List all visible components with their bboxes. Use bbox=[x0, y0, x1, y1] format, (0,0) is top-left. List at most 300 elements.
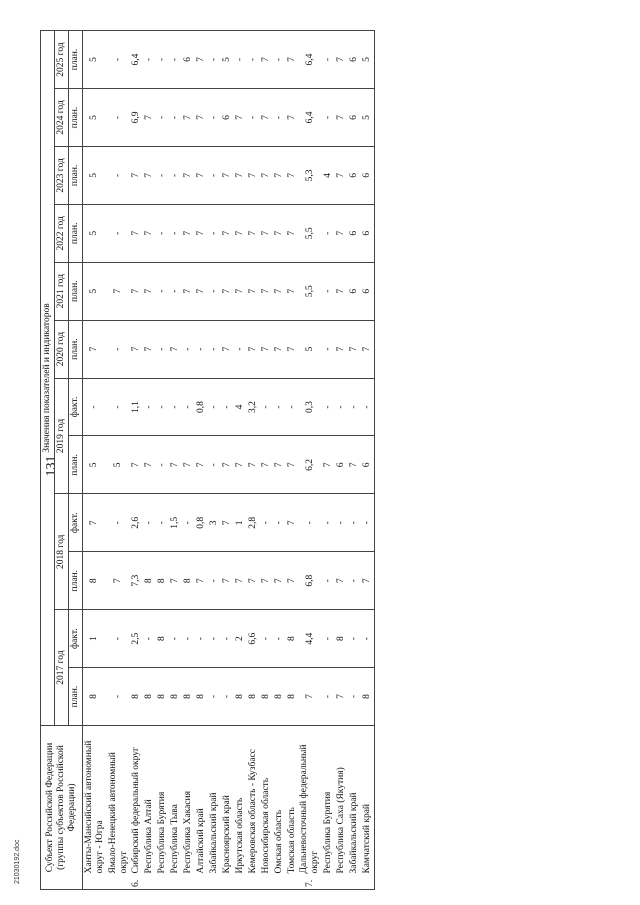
value-cell: - bbox=[286, 378, 299, 436]
value-cell: - bbox=[298, 494, 322, 552]
value-cell: - bbox=[82, 378, 106, 436]
value-cell: 7 bbox=[286, 89, 299, 147]
value-cell: - bbox=[273, 89, 286, 147]
value-cell: - bbox=[234, 31, 247, 89]
value-cell: 6,4 bbox=[298, 89, 322, 147]
value-cell: 8 bbox=[130, 668, 143, 726]
value-cell: 8 bbox=[82, 552, 106, 610]
value-cell: - bbox=[322, 31, 335, 89]
row-index bbox=[82, 876, 106, 890]
value-cell: 7 bbox=[260, 320, 273, 378]
region-name: Ханты-Мансийский автономный округ - Югра bbox=[82, 726, 106, 876]
value-cell: 8 bbox=[156, 668, 169, 726]
value-cell: 7 bbox=[286, 494, 299, 552]
value-cell: 6,6 bbox=[247, 610, 260, 668]
value-cell: - bbox=[156, 89, 169, 147]
row-index bbox=[273, 876, 286, 890]
value-cell: - bbox=[182, 378, 195, 436]
value-cell: 7 bbox=[247, 146, 260, 204]
table-row bbox=[182, 31, 195, 890]
value-cell: 7 bbox=[335, 31, 348, 89]
value-cell: 7 bbox=[195, 31, 208, 89]
value-cell: - bbox=[156, 262, 169, 320]
value-cell: 7 bbox=[260, 552, 273, 610]
value-cell: 5,5 bbox=[298, 262, 322, 320]
value-cell: 8 bbox=[335, 610, 348, 668]
value-cell: 8 bbox=[234, 668, 247, 726]
value-cell: 6 bbox=[348, 146, 361, 204]
value-cell: 7 bbox=[335, 204, 348, 262]
value-cell: - bbox=[169, 610, 182, 668]
value-cell: 7 bbox=[286, 146, 299, 204]
value-cell: 5 bbox=[82, 262, 106, 320]
value-cell: 7 bbox=[143, 262, 156, 320]
value-cell: 7 bbox=[221, 146, 234, 204]
region-name: Забайкальский край bbox=[348, 726, 361, 876]
value-cell: 7 bbox=[169, 320, 182, 378]
value-cell: 7 bbox=[335, 262, 348, 320]
table-row bbox=[348, 31, 361, 890]
sub-header: факт. bbox=[68, 378, 82, 436]
value-cell: 6,9 bbox=[130, 89, 143, 147]
value-cell: - bbox=[348, 552, 361, 610]
value-cell: - bbox=[156, 320, 169, 378]
value-cell: 8 bbox=[260, 668, 273, 726]
value-cell: 6 bbox=[361, 146, 374, 204]
row-index bbox=[234, 876, 247, 890]
value-cell: 8 bbox=[286, 610, 299, 668]
value-cell: - bbox=[143, 610, 156, 668]
value-cell: 7 bbox=[130, 146, 143, 204]
region-name: Республика Бурятия bbox=[156, 726, 169, 876]
region-name: Иркутская область bbox=[234, 726, 247, 876]
value-cell: - bbox=[169, 146, 182, 204]
table-row bbox=[335, 31, 348, 890]
value-cell: - bbox=[322, 668, 335, 726]
value-cell: - bbox=[247, 31, 260, 89]
value-cell: 7 bbox=[195, 89, 208, 147]
value-cell: 7 bbox=[234, 146, 247, 204]
value-cell: - bbox=[107, 31, 131, 89]
value-cell: 6 bbox=[348, 262, 361, 320]
value-cell: - bbox=[273, 610, 286, 668]
value-cell: 7 bbox=[273, 436, 286, 494]
value-cell: - bbox=[208, 610, 221, 668]
value-cell: 5,5 bbox=[298, 204, 322, 262]
value-cell: 8 bbox=[156, 552, 169, 610]
rotated-table-sheet bbox=[40, 30, 600, 890]
value-cell: 7 bbox=[322, 436, 335, 494]
value-cell: 7 bbox=[221, 552, 234, 610]
value-cell: - bbox=[322, 320, 335, 378]
value-cell: 8 bbox=[143, 668, 156, 726]
value-cell: 4,4 bbox=[298, 610, 322, 668]
value-cell: - bbox=[107, 668, 131, 726]
value-cell: - bbox=[348, 610, 361, 668]
value-cell: 7 bbox=[143, 146, 156, 204]
value-cell: 4 bbox=[234, 378, 247, 436]
value-cell: 7 bbox=[298, 668, 322, 726]
value-cell: 3 bbox=[208, 494, 221, 552]
value-cell: 7 bbox=[182, 436, 195, 494]
row-index bbox=[182, 876, 195, 890]
table-row bbox=[247, 31, 260, 890]
value-cell: - bbox=[195, 320, 208, 378]
value-cell: 6 bbox=[348, 89, 361, 147]
value-cell: - bbox=[182, 320, 195, 378]
table-row bbox=[234, 31, 247, 890]
region-name: Забайкальский край bbox=[208, 726, 221, 876]
value-cell: 8 bbox=[182, 668, 195, 726]
region-name: Омская область bbox=[273, 726, 286, 876]
value-cell: - bbox=[169, 378, 182, 436]
value-cell: - bbox=[208, 31, 221, 89]
value-cell: 7 bbox=[260, 31, 273, 89]
region-name: Республика Алтай bbox=[143, 726, 156, 876]
value-cell: 7 bbox=[82, 320, 106, 378]
value-cell: - bbox=[208, 378, 221, 436]
region-name: Республика Хакасия bbox=[182, 726, 195, 876]
value-cell: 8 bbox=[247, 668, 260, 726]
value-cell: 7 bbox=[221, 204, 234, 262]
value-cell: 7 bbox=[195, 146, 208, 204]
value-cell: 7 bbox=[286, 204, 299, 262]
value-cell: 7 bbox=[335, 89, 348, 147]
value-cell: 7 bbox=[286, 262, 299, 320]
table-body bbox=[82, 31, 374, 890]
value-cell: 8 bbox=[286, 668, 299, 726]
value-cell: - bbox=[169, 204, 182, 262]
value-cell: 7 bbox=[234, 262, 247, 320]
value-cell: 7 bbox=[273, 552, 286, 610]
value-cell: - bbox=[208, 89, 221, 147]
value-cell: 7 bbox=[143, 436, 156, 494]
value-cell: - bbox=[208, 146, 221, 204]
row-index bbox=[169, 876, 182, 890]
row-index bbox=[286, 876, 299, 890]
sub-header: план. bbox=[68, 552, 82, 610]
value-cell: 7 bbox=[348, 320, 361, 378]
sub-header: факт. bbox=[68, 494, 82, 552]
value-cell: 7 bbox=[286, 436, 299, 494]
sub-header: план. bbox=[68, 320, 82, 378]
value-cell: 8 bbox=[143, 552, 156, 610]
value-cell: - bbox=[208, 262, 221, 320]
sub-header: план. bbox=[68, 204, 82, 262]
value-cell: - bbox=[208, 320, 221, 378]
table-row bbox=[208, 31, 221, 890]
value-cell: 8 bbox=[361, 668, 374, 726]
value-cell: 7 bbox=[348, 436, 361, 494]
value-cell: 6 bbox=[221, 89, 234, 147]
value-cell: - bbox=[260, 378, 273, 436]
value-cell: 6 bbox=[182, 31, 195, 89]
value-cell: 8 bbox=[82, 668, 106, 726]
value-cell: 7 bbox=[130, 262, 143, 320]
value-cell: - bbox=[322, 610, 335, 668]
table-row bbox=[322, 31, 335, 890]
table-row bbox=[195, 31, 208, 890]
value-cell: 2,5 bbox=[130, 610, 143, 668]
value-cell: - bbox=[107, 610, 131, 668]
value-cell: 8 bbox=[195, 668, 208, 726]
value-cell: 5 bbox=[298, 320, 322, 378]
table-row bbox=[130, 31, 143, 890]
value-cell: - bbox=[322, 89, 335, 147]
value-cell: - bbox=[361, 378, 374, 436]
table-row bbox=[143, 31, 156, 890]
value-cell: 7 bbox=[335, 320, 348, 378]
row-index bbox=[156, 876, 169, 890]
year-header: 2021 год bbox=[54, 262, 68, 320]
value-cell: 8 bbox=[273, 668, 286, 726]
value-cell: 7 bbox=[169, 552, 182, 610]
value-cell: 2,6 bbox=[130, 494, 143, 552]
sub-header: план. bbox=[68, 436, 82, 494]
value-cell: - bbox=[361, 610, 374, 668]
value-cell: 6 bbox=[335, 436, 348, 494]
value-cell: 7 bbox=[107, 262, 131, 320]
value-cell: 4 bbox=[322, 146, 335, 204]
value-cell: - bbox=[208, 668, 221, 726]
value-cell: 7 bbox=[260, 89, 273, 147]
value-cell: 0,3 bbox=[298, 378, 322, 436]
row-index bbox=[260, 876, 273, 890]
region-name: Томская область bbox=[286, 726, 299, 876]
sub-header: план. bbox=[68, 668, 82, 726]
value-cell: - bbox=[273, 378, 286, 436]
value-cell: 6,2 bbox=[298, 436, 322, 494]
value-cell: - bbox=[348, 378, 361, 436]
value-cell: 6 bbox=[348, 204, 361, 262]
value-cell: 5 bbox=[221, 31, 234, 89]
value-cell: 7 bbox=[195, 436, 208, 494]
value-cell: - bbox=[322, 494, 335, 552]
value-cell: 7 bbox=[247, 204, 260, 262]
row-index bbox=[348, 876, 361, 890]
value-cell: - bbox=[107, 146, 131, 204]
year-header: 2023 год bbox=[54, 146, 68, 204]
value-cell: 7 bbox=[195, 204, 208, 262]
value-cell: 5 bbox=[82, 89, 106, 147]
value-cell: - bbox=[143, 378, 156, 436]
row-index bbox=[221, 876, 234, 890]
row-index bbox=[195, 876, 208, 890]
region-name: Камчатский край bbox=[361, 726, 374, 876]
value-cell: 7 bbox=[361, 552, 374, 610]
value-cell: - bbox=[335, 378, 348, 436]
row-index bbox=[143, 876, 156, 890]
value-cell: - bbox=[169, 89, 182, 147]
region-name: Ямало-Ненецкий автономный округ bbox=[107, 726, 131, 876]
value-cell: 1,5 bbox=[169, 494, 182, 552]
value-cell: 6,4 bbox=[298, 31, 322, 89]
table-row bbox=[361, 31, 374, 890]
value-cell: - bbox=[322, 262, 335, 320]
value-cell: 0,8 bbox=[195, 378, 208, 436]
value-cell: 7 bbox=[130, 204, 143, 262]
sub-header: план. bbox=[68, 31, 82, 89]
value-cell: 5 bbox=[82, 31, 106, 89]
value-cell: 7 bbox=[335, 146, 348, 204]
value-cell: 7 bbox=[335, 552, 348, 610]
table-row bbox=[298, 31, 322, 890]
value-cell: 7 bbox=[273, 320, 286, 378]
value-cell: 6 bbox=[361, 436, 374, 494]
row-index bbox=[322, 876, 335, 890]
year-header: 2020 год bbox=[54, 320, 68, 378]
value-cell: - bbox=[107, 320, 131, 378]
table-row bbox=[169, 31, 182, 890]
value-cell: 7 bbox=[195, 262, 208, 320]
value-cell: 7 bbox=[221, 436, 234, 494]
value-cell: 5 bbox=[107, 436, 131, 494]
value-cell: - bbox=[221, 610, 234, 668]
header-values: Значения показателей и индикаторов bbox=[41, 31, 55, 726]
row-index bbox=[335, 876, 348, 890]
header-region: Субъект Российской Федерации (группы субъектов Российской Федерации) bbox=[41, 726, 83, 890]
value-cell: 5 bbox=[82, 204, 106, 262]
value-cell: 7 bbox=[234, 89, 247, 147]
value-cell: 8 bbox=[169, 668, 182, 726]
region-name: Новосибирская область bbox=[260, 726, 273, 876]
value-cell: 7 bbox=[130, 320, 143, 378]
value-cell: - bbox=[208, 204, 221, 262]
value-cell: - bbox=[169, 31, 182, 89]
value-cell: 2,8 bbox=[247, 494, 260, 552]
value-cell: - bbox=[182, 610, 195, 668]
value-cell: - bbox=[156, 494, 169, 552]
value-cell: 6,4 bbox=[130, 31, 143, 89]
value-cell: 7 bbox=[247, 320, 260, 378]
value-cell: - bbox=[156, 378, 169, 436]
value-cell: 7 bbox=[286, 31, 299, 89]
value-cell: 7 bbox=[107, 552, 131, 610]
value-cell: - bbox=[169, 262, 182, 320]
document-code: 21030192.doc bbox=[14, 839, 21, 884]
value-cell: 5 bbox=[361, 89, 374, 147]
value-cell: - bbox=[260, 610, 273, 668]
value-cell: 7 bbox=[247, 262, 260, 320]
year-header: 2024 год bbox=[54, 89, 68, 147]
table-row bbox=[286, 31, 299, 890]
value-cell: - bbox=[143, 31, 156, 89]
year-header: 2017 год bbox=[54, 610, 68, 726]
value-cell: 6,8 bbox=[298, 552, 322, 610]
value-cell: - bbox=[361, 494, 374, 552]
year-header: 2025 год bbox=[54, 31, 68, 89]
value-cell: 1,1 bbox=[130, 378, 143, 436]
value-cell: 7 bbox=[130, 436, 143, 494]
value-cell: 7 bbox=[260, 204, 273, 262]
value-cell: - bbox=[156, 436, 169, 494]
value-cell: 5 bbox=[82, 146, 106, 204]
sub-header: факт. bbox=[68, 610, 82, 668]
value-cell: 7 bbox=[169, 436, 182, 494]
value-cell: - bbox=[107, 89, 131, 147]
value-cell: - bbox=[260, 494, 273, 552]
value-cell: 7 bbox=[286, 552, 299, 610]
value-cell: - bbox=[156, 146, 169, 204]
value-cell: 8 bbox=[182, 552, 195, 610]
value-cell: 7 bbox=[260, 146, 273, 204]
value-cell: 7 bbox=[273, 204, 286, 262]
region-name: Республика Тыва bbox=[169, 726, 182, 876]
sub-header: план. bbox=[68, 146, 82, 204]
value-cell: 7 bbox=[247, 552, 260, 610]
value-cell: 6 bbox=[348, 31, 361, 89]
value-cell: 7,3 bbox=[130, 552, 143, 610]
table-row bbox=[260, 31, 273, 890]
value-cell: 7 bbox=[221, 320, 234, 378]
value-cell: - bbox=[348, 494, 361, 552]
value-cell: 7 bbox=[234, 436, 247, 494]
value-cell: 7 bbox=[273, 262, 286, 320]
indicators-table bbox=[40, 30, 375, 890]
value-cell: 7 bbox=[221, 494, 234, 552]
table-row bbox=[156, 31, 169, 890]
table-row bbox=[82, 31, 106, 890]
value-cell: 5 bbox=[361, 31, 374, 89]
value-cell: 6 bbox=[361, 262, 374, 320]
value-cell: 6 bbox=[361, 204, 374, 262]
value-cell: 7 bbox=[143, 204, 156, 262]
region-name: Сибирский федеральный округ bbox=[130, 726, 143, 876]
value-cell: 7 bbox=[335, 668, 348, 726]
value-cell: - bbox=[322, 552, 335, 610]
value-cell: - bbox=[221, 668, 234, 726]
row-index: 6. bbox=[130, 876, 143, 890]
value-cell: 7 bbox=[260, 262, 273, 320]
value-cell: - bbox=[273, 494, 286, 552]
value-cell: - bbox=[156, 204, 169, 262]
row-index bbox=[107, 876, 131, 890]
sub-header: план. bbox=[68, 89, 82, 147]
sub-header: план. bbox=[68, 262, 82, 320]
table-row bbox=[221, 31, 234, 890]
value-cell: 7 bbox=[182, 204, 195, 262]
value-cell: 7 bbox=[182, 146, 195, 204]
value-cell: 5 bbox=[82, 436, 106, 494]
value-cell: 5,3 bbox=[298, 146, 322, 204]
value-cell: 7 bbox=[182, 89, 195, 147]
value-cell: - bbox=[348, 668, 361, 726]
value-cell: - bbox=[107, 494, 131, 552]
value-cell: 7 bbox=[260, 436, 273, 494]
value-cell: - bbox=[195, 610, 208, 668]
value-cell: - bbox=[182, 494, 195, 552]
region-name: Кемеровская область - Кузбасс bbox=[247, 726, 260, 876]
value-cell: 7 bbox=[182, 262, 195, 320]
region-name: Республика Бурятия bbox=[322, 726, 335, 876]
row-index bbox=[361, 876, 374, 890]
value-cell: 8 bbox=[156, 610, 169, 668]
row-index: 7. bbox=[298, 876, 322, 890]
region-name: Дальневосточный федеральный округ bbox=[298, 726, 322, 876]
year-header: 2022 год bbox=[54, 204, 68, 262]
table-row bbox=[273, 31, 286, 890]
value-cell: 1 bbox=[82, 610, 106, 668]
value-cell: - bbox=[234, 320, 247, 378]
value-cell: - bbox=[322, 378, 335, 436]
value-cell: 7 bbox=[234, 552, 247, 610]
value-cell: - bbox=[273, 31, 286, 89]
year-header: 2018 год bbox=[54, 494, 68, 610]
value-cell: 7 bbox=[286, 320, 299, 378]
region-name: Республика Саха (Якутия) bbox=[335, 726, 348, 876]
page-number: 131 bbox=[44, 455, 59, 477]
value-cell: - bbox=[208, 436, 221, 494]
